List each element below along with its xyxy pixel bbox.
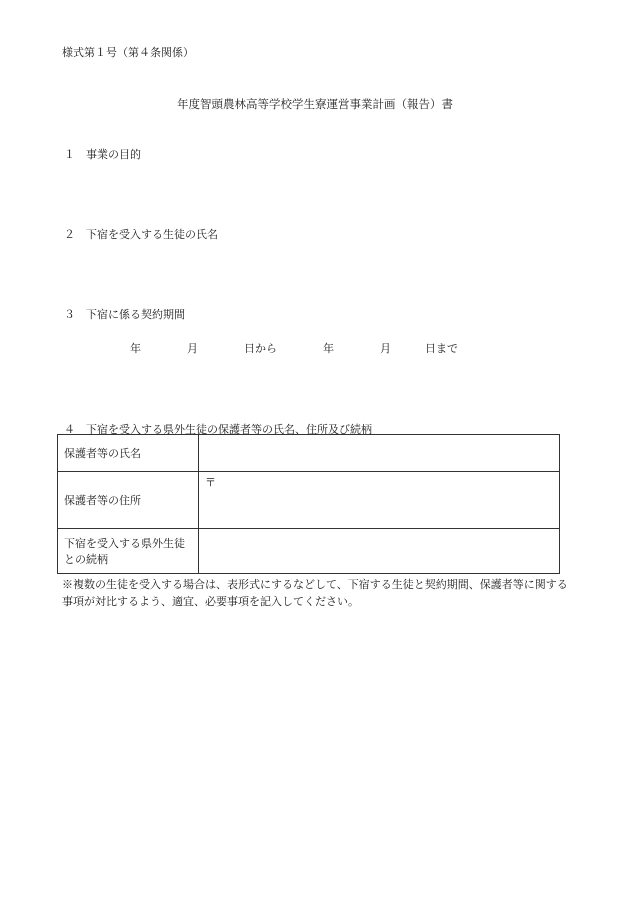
section-4-heading: ４ 下宿を受入する県外生徒の保護者等の氏名、住所及び続柄 [64,423,372,436]
relationship-label-line2: との続柄 [64,553,108,566]
guardian-info-table [57,434,560,574]
start-month-label: 月 [187,342,198,355]
start-year-label: 年 [130,342,141,355]
relationship-label [58,529,199,574]
end-year-label: 年 [323,342,334,355]
start-day-label: 日から [244,342,277,355]
guardian-name-field[interactable] [199,435,560,472]
end-day-label: 日まで [425,342,458,355]
table-row [58,529,560,574]
section-3-heading: ３ 下宿に係る契約期間 [64,308,185,321]
relationship-label-line1: 下宿を受入する県外生徒 [64,537,185,550]
guardian-address-field[interactable] [199,472,560,529]
form-number: 様式第１号（第４条関係） [62,46,194,59]
section-1-heading: １ 事業の目的 [64,148,141,161]
guardian-address-label: 保護者等の住所 [58,472,199,529]
table-row [58,435,560,472]
document-title: 年度智頭農林高等学校学生寮運営事業計画（報告）書 [177,97,453,111]
postal-mark: 〒 [205,476,216,489]
end-month-label: 月 [380,342,391,355]
section-2-heading: ２ 下宿を受入する生徒の氏名 [64,228,218,241]
guardian-name-label: 保護者等の氏名 [58,435,199,472]
note-text: ※複数の生徒を受入する場合は、表形式にするなどして、下宿する生徒と契約期間、保護者等に関する事項が対比するよう、適宜、必要事項を記入してください。 [62,578,568,608]
table-row [58,472,560,529]
relationship-field[interactable] [199,529,560,574]
